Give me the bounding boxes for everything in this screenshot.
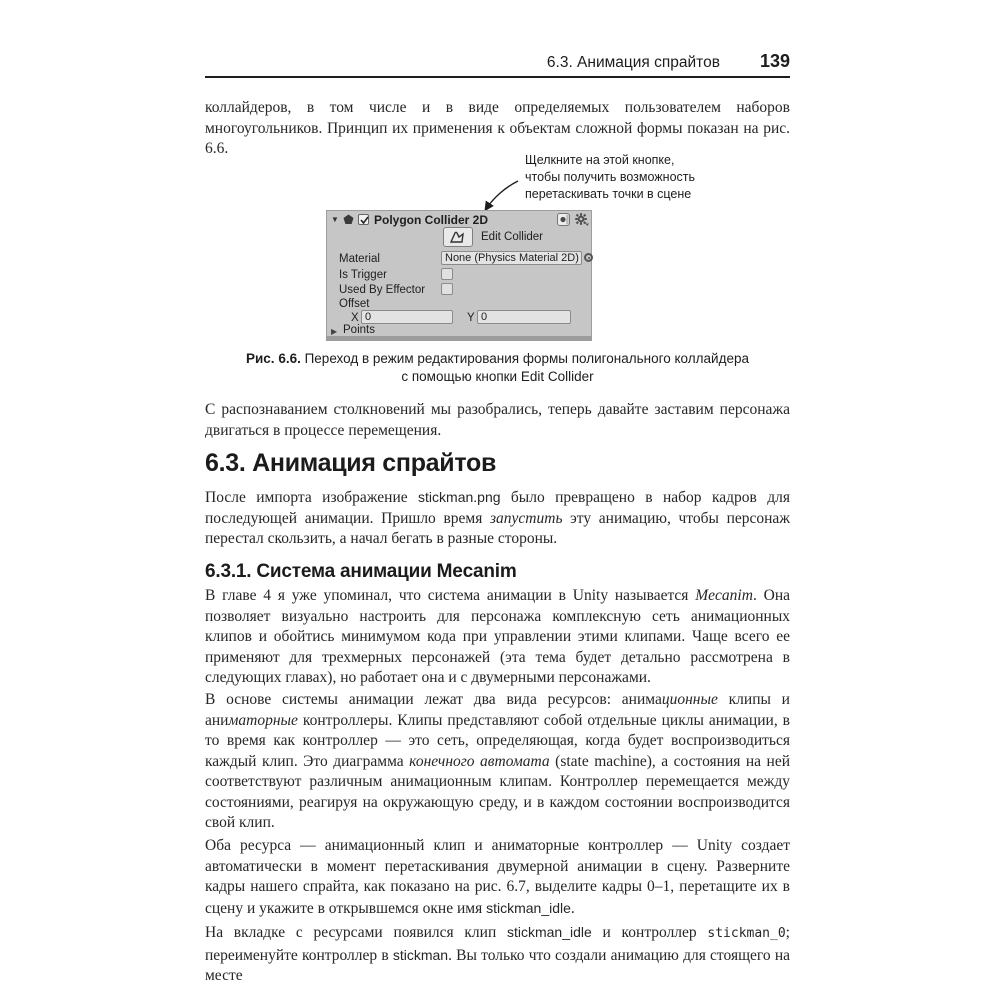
material-label: Material (339, 253, 380, 265)
annotation-line: перетаскивать точки в сцене (525, 187, 692, 201)
is-trigger-label: Is Trigger (339, 269, 387, 281)
edit-collider-label: Edit Collider (481, 231, 543, 243)
panel-title: Polygon Collider 2D (374, 213, 489, 227)
offset-y-label: Y (467, 312, 475, 324)
edit-collider-button (443, 227, 473, 247)
offset-x-field: 0 (361, 310, 453, 324)
foldout-triangle-icon: ▼ (331, 215, 339, 224)
paragraph-mecanim-1: В главе 4 я уже упоминал, что система анимации в Unity называется Mecanim. Она позволяет визуально настроить для персонажа комплексную сеть анимационных клипов и обойтись минимумом кода при управлении этими клипами. Чаще всего ее применяют для трехмерных персонажей (эта тема будет детально рассмотрена в следующих главах), но работает она и с двумерными персонажами. (205, 587, 790, 686)
paragraph-mecanim-2: В основе системы анимации лежат два вида ресурсов: анимационные клипы и аниматорные контроллеры. Клипы представляют собой отдельные циклы анимации, в то время как контроллер — это сеть, определяющая, когда будет воспроизводиться каждый клип. Это диаграмма конечного автомата (state machine), а состояния на ней соответствуют различным анимационным клипам. Контроллер перемещается между состояниями, реагируя на окружающую среду, и в каждом состоянии воспроизводится свой клип. (205, 691, 790, 831)
paragraph-section-intro: После импорта изображение stickman.png было превращено в набор кадров для последующей анимации. Пришло время запустить эту анимацию, чтобы персонаж перестал скользить, а начал бегать в разные стороны. (205, 489, 791, 547)
material-field: None (Physics Material 2D) (441, 251, 582, 265)
panel-bottom-edge (327, 336, 591, 340)
offset-label: Offset (339, 298, 370, 310)
used-by-effector-checkbox (441, 283, 453, 295)
unity-polygon-collider-panel (326, 210, 592, 341)
figure-caption (205, 350, 790, 386)
caption-line2: с помощью кнопки Edit Collider (401, 369, 594, 384)
enabled-checkbox-icon (358, 214, 369, 225)
gear-icon (575, 213, 589, 226)
page-number: 139 (759, 51, 790, 71)
subsection-heading: 6.3.1. Система анимации Mecanim (205, 561, 517, 582)
paragraph-intro: коллайдеров, в том числе и в виде определяемых пользователем наборов многоугольников. Принцип их применения к объектам сложной формы показан на рис. 6.6. (205, 99, 790, 157)
polygon-edit-icon (449, 230, 467, 244)
section-heading: 6.3. Анимация спрайтов (205, 449, 497, 477)
paragraph-mecanim-3: Оба ресурса — анимационный клип и аниматорные контроллер — Unity создает автоматически в момент перетаскивания двумерной анимации в сцену. Разверните кадры нашего спрайта, как показано на рис. 6.7, выделите кадры 0–1, перетащите их в сцену и укажите в открывшемся окне имя stickman_idle. (205, 837, 790, 917)
help-book-icon (557, 213, 570, 226)
points-foldout-icon: ▶ (331, 327, 338, 336)
offset-y-field: 0 (477, 310, 571, 324)
running-header-section: 6.3. Анимация спрайтов (546, 54, 720, 71)
object-picker-icon (584, 253, 593, 262)
offset-x-label: X (351, 312, 359, 324)
points-label: Points (343, 324, 375, 336)
is-trigger-checkbox (441, 268, 453, 280)
annotation-line: чтобы получить возможность (525, 170, 696, 184)
running-header (205, 50, 790, 78)
paragraph-after-figure: С распознаванием столкновений мы разобрались, теперь давайте заставим персонажа двигаться в процессе перемещения. (205, 401, 790, 439)
annotation-line: Щелкните на этой кнопке, (525, 153, 675, 167)
used-by-effector-label: Used By Effector (339, 284, 426, 296)
caption-line1: Рис. 6.6. Переход в режим редактирования формы полигонального коллайдера (246, 351, 749, 366)
component-icon (343, 214, 354, 225)
paragraph-mecanim-4: На вкладке с ресурсами появился клип stickman_idle и контроллер stickman_0; переименуйте контроллер в stickman. Вы только что создали анимацию для стоящего на месте (205, 924, 790, 984)
